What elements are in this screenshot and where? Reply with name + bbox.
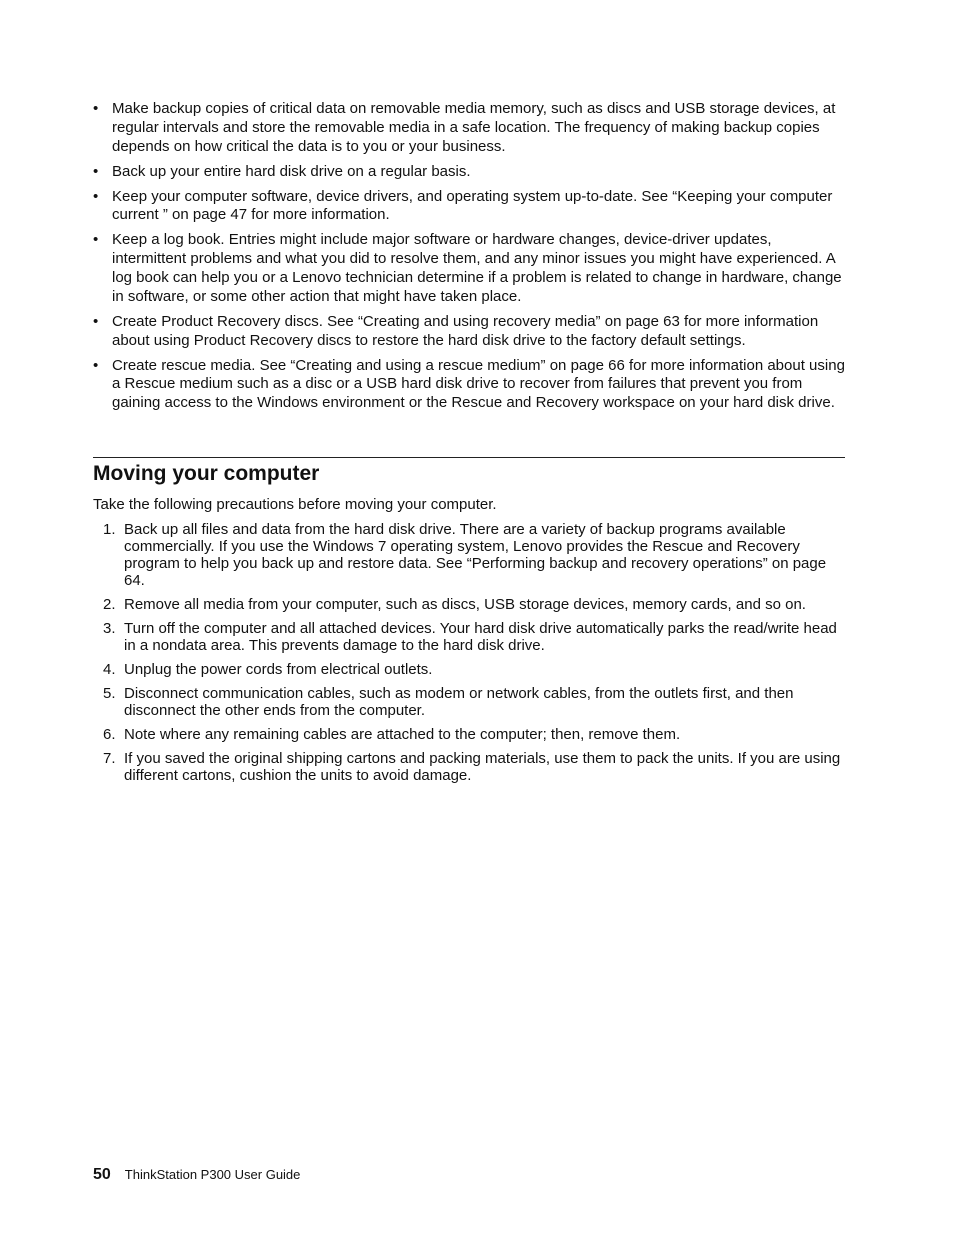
step-text: If you saved the original shipping cartons and packing materials, use them to pack the units. If you are using different cartons, cushion the units to avoid damage.: [124, 750, 841, 784]
list-item: [93, 188, 845, 226]
steps-list: [93, 521, 845, 784]
step-item: [93, 596, 845, 613]
step-item: [93, 685, 845, 719]
list-item: [93, 231, 845, 306]
step-number: 2.: [103, 596, 116, 613]
step-text: Unplug the power cords from electrical outlets.: [124, 661, 433, 678]
bullet-marker: •: [93, 312, 99, 330]
list-item: [93, 100, 845, 156]
step-number: 3.: [103, 620, 116, 637]
bullet-marker: •: [93, 187, 99, 205]
list-item-text: Create Product Recovery discs. See “Creating and using recovery media” on page 63 for more information about using Product Recovery discs to restore the hard disk drive to the factory default settings.: [112, 312, 819, 349]
step-item: [93, 620, 845, 654]
step-item: [93, 661, 845, 678]
step-text: Note where any remaining cables are attached to the computer; then, remove them.: [124, 726, 681, 743]
step-text: Disconnect communication cables, such as modem or network cables, from the outlets first, and then disconnect the other ends from the computer.: [124, 685, 794, 719]
step-item: [93, 750, 845, 784]
list-item-text: Make backup copies of critical data on removable media memory, such as discs and USB storage devices, at regular intervals and store the removable media in a safe location. The frequency of making backup copies depends on how critical the data is to you or your business.: [112, 100, 836, 155]
document-title: ThinkStation P300 User Guide: [124, 1167, 301, 1182]
page-number: 50: [93, 1166, 111, 1183]
bullet-marker: •: [93, 162, 99, 180]
step-number: 4.: [103, 661, 116, 678]
step-text: Back up all files and data from the hard disk drive. There are a variety of backup programs available commercially. If you use the Windows 7 operating system, Lenovo provides the Rescue and Recovery program to help you back up and restore data. See “Performing backup and recovery operations” on page 64.: [124, 521, 827, 589]
bullet-marker: •: [93, 231, 99, 249]
page-footer: [93, 1165, 300, 1185]
step-item: [93, 521, 845, 589]
list-item: [93, 357, 845, 413]
step-number: 5.: [103, 685, 116, 702]
section-intro: Take the following precautions before moving your computer.: [93, 496, 497, 513]
list-item-text: Back up your entire hard disk drive on a regular basis.: [112, 162, 471, 180]
section-heading: Moving your computer: [93, 462, 320, 485]
list-item-text: Keep a log book. Entries might include major software or hardware changes, device-driver updates, intermittent problems and what you did to resolve them, and any minor issues you might have experienced. A log book can help you or a Lenovo technician determine if a problem is related to change in hardware, change in software, or some other action that might have taken place.: [112, 231, 842, 305]
step-number: 6.: [103, 726, 116, 743]
moving-section: [93, 461, 845, 791]
section-divider: [93, 457, 845, 458]
step-item: [93, 726, 845, 743]
step-text: Remove all media from your computer, such as discs, USB storage devices, memory cards, and so on.: [124, 596, 806, 613]
step-text: Turn off the computer and all attached devices. Your hard disk drive automatically parks the read/write head in a nondata area. This prevents damage to the hard disk drive.: [124, 620, 837, 654]
step-number: 7.: [103, 750, 116, 767]
list-item-text: Keep your computer software, device drivers, and operating system up-to-date. See “Keeping your computer current ” on page 47 for more information.: [112, 187, 833, 224]
tips-list: [93, 100, 845, 413]
bullet-marker: •: [93, 356, 99, 374]
list-item-text: Create rescue media. See “Creating and using a rescue medium” on page 66 for more information about using a Rescue medium such as a disc or a USB hard disk drive to recover from failures that prevent you from gaining access to the Windows environment or the Rescue and Recovery workspace on your hard disk drive.: [112, 356, 845, 412]
list-item: [93, 313, 845, 351]
bullet-marker: •: [93, 100, 99, 117]
backup-tips: [93, 100, 845, 419]
step-number: 1.: [103, 521, 116, 538]
list-item: [93, 163, 845, 182]
